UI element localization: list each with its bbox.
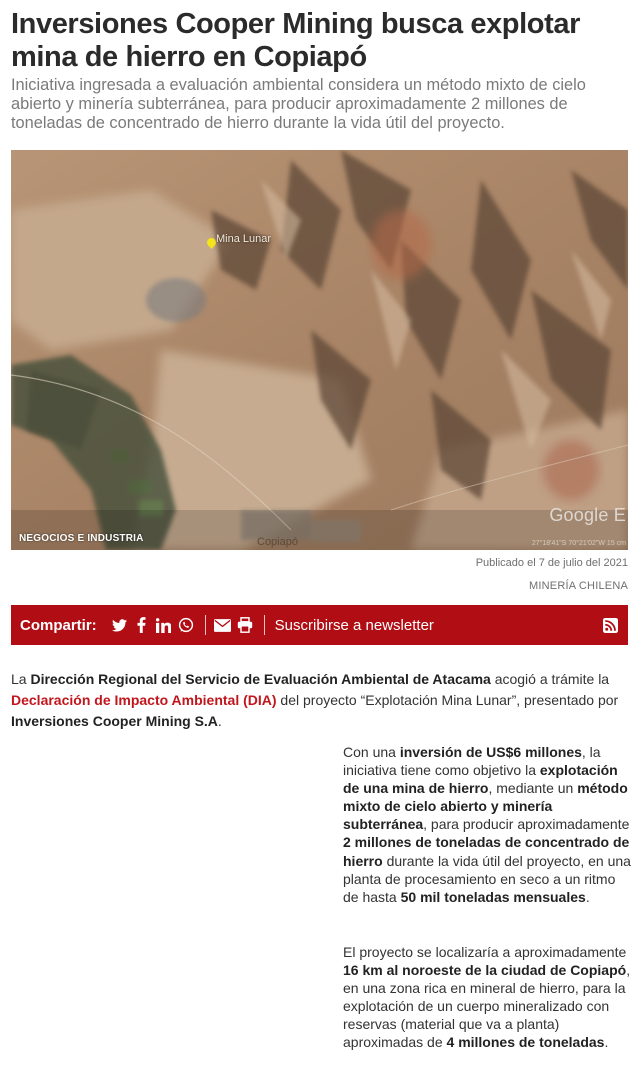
body-paragraph-1: La Dirección Regional del Servicio de Evaluación Ambiental de Atacama acogió a trámite la Declaración de Impacto Ambiental (DIA) del proyecto “Explotación Mina Lunar”, presentado por Inversiones Cooper Mining S.A. [11,671,619,729]
newsletter-subscribe-link[interactable]: Suscribirse a newsletter [274,616,434,634]
map-coordinates: 27°18'41"S 70°21'02"W 15 cm [531,540,626,547]
article-lead: Iniciativa ingresada a evaluación ambiental considera un método mixto de cielo abierto y minería subterránea, para producir aproximadamente 2 millones de toneladas de concentrado de hierro durante la vida útil del proyecto. [11,76,586,132]
satellite-terrain [11,150,628,550]
publish-date: Publicado el 7 de julio del 2021 [475,557,628,569]
highlight-text: Dirección Regional del Servicio de Evaluación Ambiental de Atacama [30,671,491,687]
twitter-icon[interactable] [111,616,129,634]
email-icon[interactable] [214,616,232,634]
share-separator [264,615,265,635]
facebook-icon[interactable] [133,616,151,634]
body-paragraph-3: El proyecto se localizaría a aproximadamente 16 km al noroeste de la ciudad de Copiapó, en una zona rica en mineral de hierro, para la explotación de un cuerpo mineralizado con reservas (material que va a planta) aproximadas de 4 millones de toneladas. [343,944,631,1051]
linkedin-icon[interactable] [155,616,173,634]
share-label: Compartir: [20,616,97,634]
hero-map-image[interactable] [11,150,628,550]
map-city-label: Copiapó [257,536,298,548]
share-bar [11,605,628,645]
article-source: MINERÍA CHILENA [529,580,628,592]
print-icon[interactable] [236,616,254,634]
article-headline: Inversiones Cooper Mining busca explotar mina de hierro en Copiapó [11,8,580,73]
share-separator [205,615,206,635]
whatsapp-icon[interactable] [177,616,195,634]
map-marker-label: Mina Lunar [216,233,272,245]
dia-link[interactable]: Declaración de Impacto Ambiental (DIA) [11,692,277,708]
map-provider-logo: Google E [549,505,626,525]
category-tag[interactable]: NEGOCIOS E INDUSTRIA [19,533,144,544]
highlight-text: Inversiones Cooper Mining S.A [11,713,218,729]
rss-icon[interactable] [601,616,619,634]
body-paragraph-2: Con una inversión de US$6 millones, la iniciativa tiene como objetivo la explotación de una mina de hierro, mediante un método mixto de cielo abierto y minería subterránea, para producir aproximadamente 2 millones de toneladas de concentrado de hierro durante la vida útil del proyecto, en una planta de procesamiento en seco a un ritmo de hasta 50 mil toneladas mensuales. [343,744,631,905]
